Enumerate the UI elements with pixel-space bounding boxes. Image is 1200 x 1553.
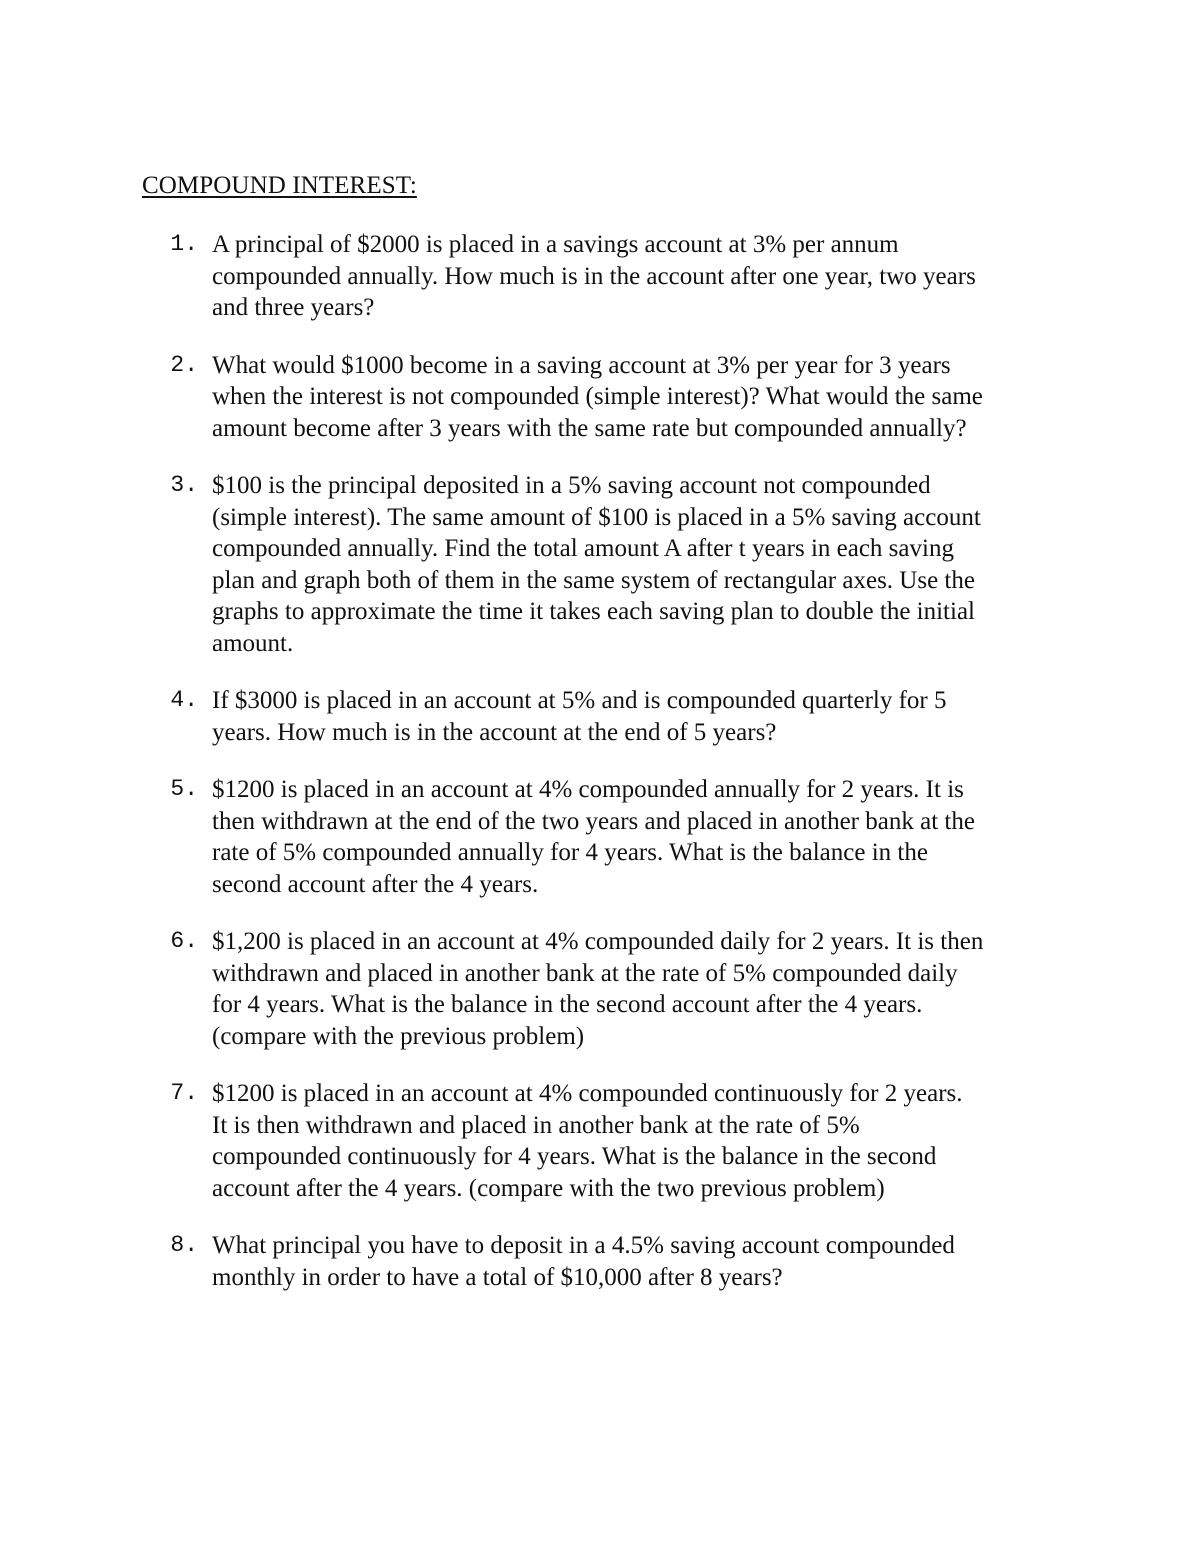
problem-list [164, 229, 1074, 1319]
problem-line: monthly in order to have a total of $10,000 after 8 years? [212, 1263, 783, 1291]
problem-4 [164, 685, 1074, 748]
problem-line: (compare with the previous problem) [212, 1022, 585, 1050]
problem-line: when the interest is not compounded (simple interest)? What would the same [212, 383, 983, 410]
problem-line: A principal of $2000 is placed in a savings account at 3% per annum [212, 231, 899, 258]
problem-line: amount. [212, 629, 294, 657]
problem-line: and three years? [212, 294, 375, 321]
problem-line: second account after the 4 years. [212, 870, 539, 898]
problem-line: (simple interest). The same amount of $100 is placed in a 5% saving account [212, 503, 981, 531]
problem-text [212, 1078, 1074, 1204]
problem-line: account after the 4 years. (compare with the two previous problem) [212, 1174, 885, 1202]
problem-1 [164, 229, 1074, 324]
problem-line: compounded continuously for 4 years. What is the balance in the second [212, 1143, 937, 1170]
problem-5 [164, 774, 1074, 900]
problem-line: $1200 is placed in an account at 4% compounded annually for 2 years. It is [212, 776, 964, 803]
problem-line: compounded annually. Find the total amount A after t years in each saving [212, 535, 954, 562]
page-title: COMPOUND INTEREST: [142, 172, 417, 199]
problem-7 [164, 1078, 1074, 1204]
problem-8 [164, 1230, 1074, 1293]
problem-text [212, 926, 1074, 1052]
problem-2 [164, 350, 1074, 445]
problem-line: If $3000 is placed in an account at 5% and is compounded quarterly for 5 [212, 687, 947, 714]
problem-line: for 4 years. What is the balance in the second account after the 4 years. [212, 991, 923, 1018]
problem-number: 5. [170, 776, 198, 802]
problem-line: compounded annually. How much is in the account after one year, two years [212, 262, 976, 290]
problem-number: 6. [170, 928, 198, 954]
problem-number: 4. [170, 687, 198, 713]
problem-line: $1200 is placed in an account at 4% compounded continuously for 2 years. [212, 1080, 963, 1107]
problem-line: $1,200 is placed in an account at 4% compounded daily for 2 years. It is then [212, 928, 984, 955]
problem-text [212, 229, 1074, 324]
problem-text [212, 685, 1074, 748]
problem-line: rate of 5% compounded annually for 4 years. What is the balance in the [212, 839, 928, 866]
problem-line: plan and graph both of them in the same system of rectangular axes. Use the [212, 566, 975, 594]
problem-line: withdrawn and placed in another bank at the rate of 5% compounded daily [212, 959, 958, 987]
problem-number: 8. [170, 1232, 198, 1258]
problem-number: 3. [170, 472, 198, 498]
problem-3 [164, 470, 1074, 659]
problem-line: graphs to approximate the time it takes each saving plan to double the initial [212, 598, 975, 625]
problem-line: $100 is the principal deposited in a 5% saving account not compounded [212, 472, 931, 499]
problem-line: What principal you have to deposit in a 4.5% saving account compounded [212, 1232, 955, 1259]
problem-text [212, 470, 1074, 659]
problem-line: years. How much is in the account at the end of 5 years? [212, 718, 777, 746]
problem-text [212, 774, 1074, 900]
problem-6 [164, 926, 1074, 1052]
problem-text [212, 1230, 1074, 1293]
problem-number: 7. [170, 1080, 198, 1106]
problem-line: What would $1000 become in a saving account at 3% per year for 3 years [212, 351, 951, 379]
problem-line: then withdrawn at the end of the two years and placed in another bank at the [212, 807, 975, 835]
problem-number: 2. [170, 351, 198, 378]
problem-line: It is then withdrawn and placed in another bank at the rate of 5% [212, 1111, 860, 1139]
problem-text [212, 350, 1074, 445]
problem-line: amount become after 3 years with the same rate but compounded annually? [212, 414, 967, 442]
problem-number: 1. [170, 231, 198, 257]
